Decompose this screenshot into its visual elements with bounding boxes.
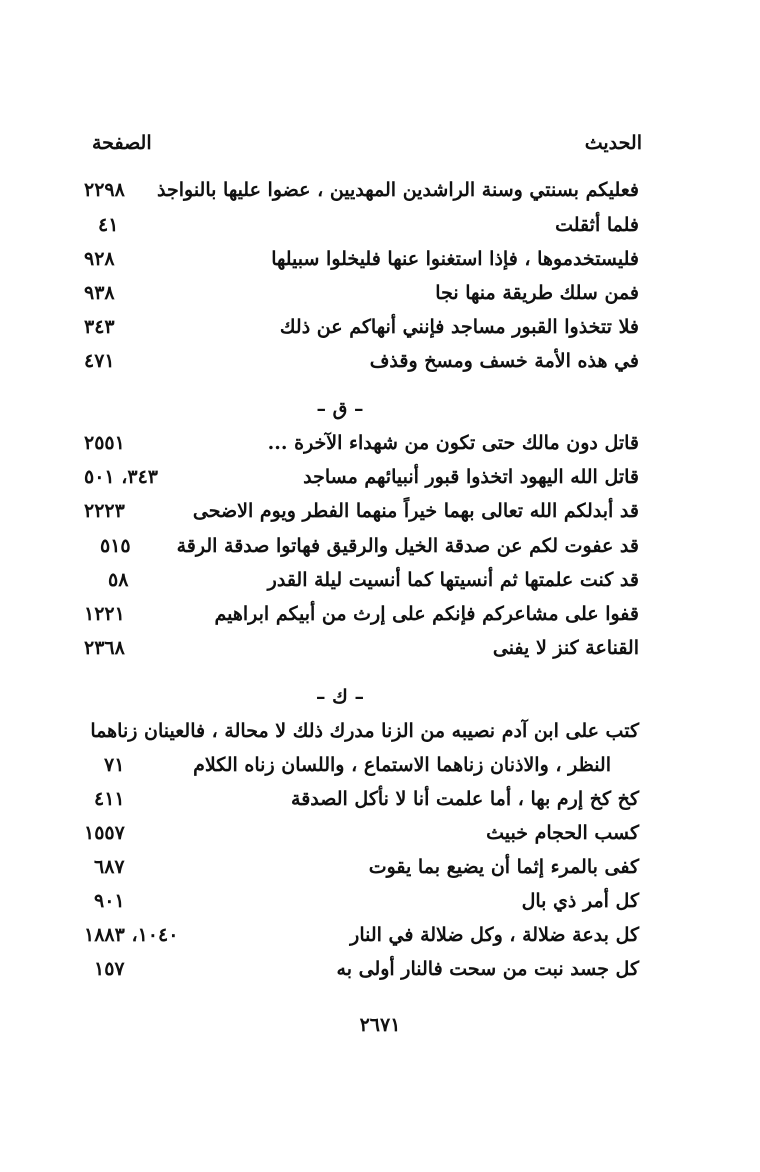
hadith-text: كل أمر ذي بال [521, 890, 639, 912]
hadith-text: فليستخدموها ، فإذا استغنوا عنها فليخلوا سبيلها [271, 248, 639, 270]
index-entry [84, 886, 639, 916]
index-entry [84, 784, 639, 814]
hadith-text: كل جسد نبت من سحت فالنار أولى به [336, 958, 639, 980]
hadith-text: كتب على ابن آدم نصيبه من الزنا مدرك ذلك لا محالة ، فالعينان زناهما [90, 720, 639, 742]
index-entry [84, 954, 639, 984]
hadith-text: قاتل الله اليهود اتخذوا قبور أنبيائهم مساجد [303, 466, 639, 488]
index-entry [84, 346, 639, 376]
index-entry [84, 920, 639, 950]
page-ref: ١٢٢١ [84, 603, 125, 625]
hadith-text: في هذه الأمة خسف ومسخ وقذف [369, 350, 639, 372]
page-ref: ١٥٥٧ [84, 822, 125, 844]
page-ref: ١٥٧ [94, 958, 125, 980]
index-entry [84, 531, 639, 561]
hadith-text: كخ كخ إرم بها ، أما علمت أنا لا نأكل الصدقة [291, 788, 639, 810]
hadith-text: قد كنت علمتها ثم أنسيتها كما أنسيت ليلة القدر [267, 569, 639, 591]
hadith-text-continuation: النظر ، والاذنان زناهما الاستماع ، واللسان زناه الكلام [193, 754, 611, 776]
hadith-text: فلا تتخذوا القبور مساجد فإنني أنهاكم عن ذلك [279, 316, 639, 338]
page-ref: ٧١ [104, 754, 125, 776]
page-ref: ٥٨ [108, 569, 129, 591]
page-ref: ٥١٥ [100, 535, 131, 557]
hadith-text: قفوا على مشاعركم فإنكم على إرث من أبيكم ابراهيم [214, 603, 639, 625]
column-header-page: الصفحة [92, 132, 152, 154]
page-ref: ٩٠١ [94, 890, 125, 912]
index-entry-first-line [84, 716, 639, 746]
page-ref: ٢٣٦٨ [84, 637, 125, 659]
index-entry [84, 210, 639, 240]
index-entry [84, 496, 639, 526]
hadith-text: كل بدعة ضلالة ، وكل ضلالة في النار [350, 924, 639, 946]
index-entry [84, 565, 639, 595]
page-ref: ٤١ [98, 214, 119, 236]
page-ref: ٩٢٨ [84, 248, 115, 270]
hadith-text: فعليكم بسنتي وسنة الراشدين المهديين ، عضوا عليها بالنواجذ [157, 179, 639, 201]
index-entry [84, 750, 639, 780]
hadith-text: فلما أثقلت [555, 214, 639, 236]
page-ref: ٣٤٣، ٥٠١ [84, 466, 158, 488]
hadith-text: كفى بالمرء إثما أن يضيع بما يقوت [368, 856, 639, 878]
page-ref: ٢٥٥١ [84, 432, 125, 454]
page-ref: ٣٤٣ [84, 316, 115, 338]
page-number: ٢٦٧١ [359, 1014, 401, 1036]
index-entry [84, 175, 639, 205]
hadith-text: قد أبدلكم الله تعالى بهما خيراً منهما الفطر ويوم الاضحى [192, 500, 639, 522]
page-ref: ٤٧١ [84, 350, 115, 372]
index-entry [84, 852, 639, 882]
page-ref: ٤١١ [94, 788, 125, 810]
section-heading-qaf: – ق – [316, 398, 364, 420]
hadith-text: القناعة كنز لا يفنى [492, 637, 639, 659]
page-ref: ٦٨٧ [94, 856, 125, 878]
index-entry [84, 428, 639, 458]
index-entry [84, 599, 639, 629]
index-entry [84, 633, 639, 663]
column-header-hadith: الحديث [584, 132, 642, 154]
section-heading-kaf: – ك – [316, 686, 364, 708]
index-entry [84, 244, 639, 274]
index-entry [84, 818, 639, 848]
page-ref: ٩٣٨ [84, 282, 115, 304]
hadith-text: قاتل دون مالك حتى تكون من شهداء الآخرة ... [267, 432, 639, 454]
index-entry [84, 312, 639, 342]
hadith-text: قد عفوت لكم عن صدقة الخيل والرقيق فهاتوا صدقة الرقة [176, 535, 639, 557]
index-entry [84, 462, 639, 492]
hadith-text: كسب الحجام خبيث [486, 822, 639, 844]
page-ref: ٢٢٩٨ [84, 179, 125, 201]
page-ref: ١٠٤٠، ١٨٨٣ [84, 924, 179, 946]
hadith-text: فمن سلك طريقة منها نجا [435, 282, 639, 304]
page-ref: ٢٢٢٣ [84, 500, 125, 522]
index-entry [84, 278, 639, 308]
